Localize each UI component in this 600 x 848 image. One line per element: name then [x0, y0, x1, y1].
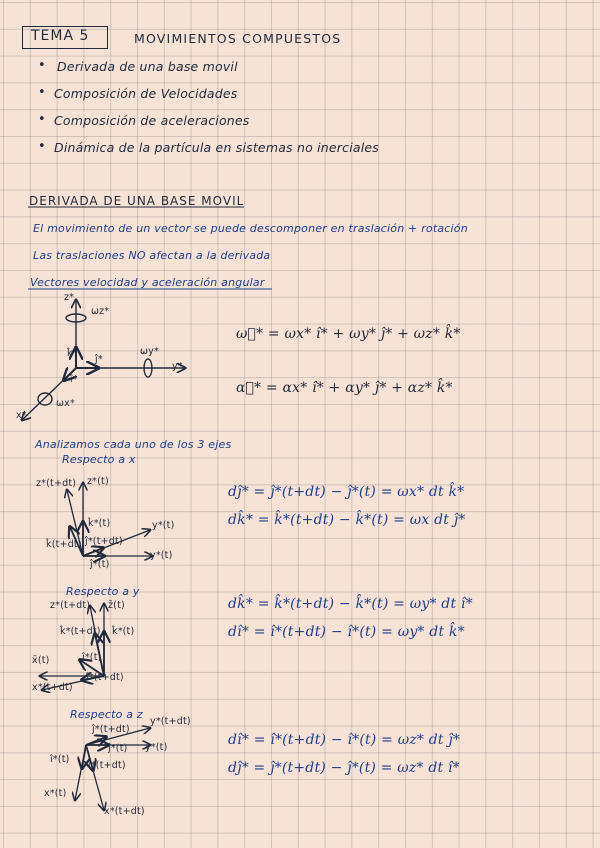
dy-x-t: x̄(t)	[32, 655, 50, 666]
dz-x-tdt: x*(t+dt)	[104, 806, 145, 817]
d1-wx-label: ωx*	[56, 398, 75, 409]
dx-k-tdt: k̂(t+dt)	[46, 539, 82, 550]
outline-item-3: Composición de aceleraciones	[54, 113, 250, 128]
respecto-z-label: Respecto a z	[70, 708, 143, 721]
section-line-1: El movimiento de un vector se puede descomponer en traslación + rotación	[33, 222, 468, 235]
d1-x-label: x*	[16, 410, 27, 421]
d1-wz-label: ωz*	[91, 306, 110, 317]
dx-z-t: z*(t)	[87, 476, 109, 487]
d1-j-label: ĵ*	[95, 354, 103, 365]
dy-k-tdt: k̂*(t+dt)	[60, 626, 101, 637]
dy-x-tdt: x*(t+dt)	[32, 682, 73, 693]
bullet-icon: •	[38, 58, 46, 73]
tema-label: TEMA 5	[31, 28, 90, 44]
eq-y-1: dk̂* = k̂*(t+dt) − k̂*(t) = ωy* dt î*	[228, 596, 473, 612]
eq-x-1: dĵ* = ĵ*(t+dt) − ĵ*(t) = ωx* dt k̂*	[228, 484, 465, 500]
dx-j-t: ĵ*(t)	[90, 559, 110, 570]
analysis-intro: Analizamos cada uno de los 3 ejes	[35, 438, 232, 451]
dy-i-tdt: î*(t+dt)	[86, 672, 124, 683]
omega-equation: ω⃗* = ωx* î* + ωy* ĵ* + ωz* k̂*	[236, 326, 461, 342]
respecto-x-label: Respecto a x	[62, 453, 136, 466]
dz-j-tdt: ĵ*(t+dt)	[92, 724, 130, 735]
section-line-2: Las traslaciones NO afectan a la derivada	[33, 249, 271, 262]
dx-z-tdt: z*(t+dt)	[36, 478, 77, 489]
page-title: MOVIMIENTOS COMPUESTOS	[134, 31, 342, 46]
d1-wy-label: ωy*	[140, 346, 159, 357]
outline-item-2: Composición de Velocidades	[54, 86, 238, 101]
dy-z-t: z̄(t)	[108, 600, 125, 611]
dx-y-t: y*(t)	[150, 550, 173, 561]
bullet-icon: •	[38, 112, 46, 127]
bullet-icon: •	[38, 139, 46, 154]
d1-y-label: y*	[172, 361, 183, 372]
outline-item-4: Dinámica de la partícula en sistemas no inerciales	[54, 140, 379, 155]
bullet-icon: •	[38, 85, 46, 100]
dx-y-tdt: y*(t)	[152, 520, 175, 531]
eq-z-2: dĵ* = ĵ*(t+dt) − ĵ*(t) = ωz* dt î*	[228, 760, 460, 776]
dz-y-tdt: y*(t+dt)	[150, 716, 191, 727]
dy-z-tdt: z*(t+dt)	[50, 600, 91, 611]
d1-z-label: z*	[64, 292, 75, 303]
dz-x-t: x*(t)	[44, 788, 67, 799]
dz-y-t: y*(t)	[145, 742, 168, 753]
dz-i-tdt: î*(t+dt)	[88, 760, 126, 771]
outline-item-1: Derivada de una base movil	[57, 59, 238, 74]
d1-i-label: î*	[70, 374, 78, 385]
section-line-3: Vectores velocidad y aceleración angular	[30, 276, 265, 289]
d1-k-label: k̂*	[67, 348, 78, 359]
dy-i-t: î*(t)	[82, 652, 102, 663]
alpha-equation: α⃗* = αx* î* + αy* ĵ* + αz* k̂*	[236, 380, 453, 396]
dz-i-t: î*(t)	[50, 754, 70, 765]
respecto-y-label: Respecto a y	[66, 585, 140, 598]
angular-frame-diagram	[22, 300, 185, 420]
dx-j-tdt: ĵ*(t+dt)	[85, 536, 123, 547]
dz-j-t: ĵ*(t)	[108, 743, 128, 754]
eq-y-2: dî* = î*(t+dt) − î*(t) = ωy* dt k̂*	[228, 624, 465, 640]
section-heading: DERIVADA DE UNA BASE MOVIL	[29, 194, 245, 208]
eq-x-2: dk̂* = k̂*(t+dt) − k̂*(t) = ωx dt ĵ*	[228, 512, 466, 528]
dy-k-t: k̂*(t)	[112, 626, 135, 637]
dx-k-t: k̂*(t)	[88, 518, 111, 529]
eq-z-1: dî* = î*(t+dt) − î*(t) = ωz* dt ĵ*	[228, 732, 461, 748]
